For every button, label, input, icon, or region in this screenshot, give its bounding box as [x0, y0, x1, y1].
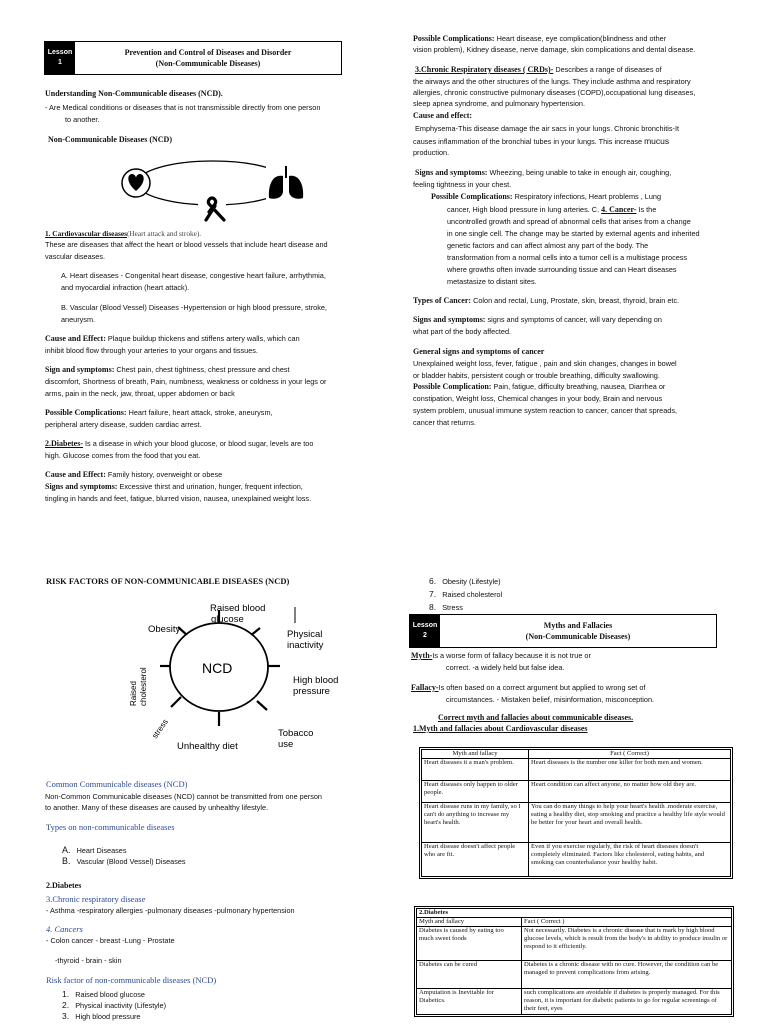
gen-comp-label: Possible Complication: [413, 382, 492, 391]
crd-sign-line2: feeling tightness in your chest. [413, 180, 512, 189]
crd-sign-line1 [415, 168, 671, 178]
table2-head-fact: Fact ( Correct ) [522, 918, 732, 927]
risk-glucose-line1: Raised blood [210, 603, 266, 614]
list-item-7 [429, 589, 502, 600]
lesson-1-title [75, 42, 341, 74]
gen-comp-text: Pain, fatigue, difficulty breathing, nausea, Diarrhea or [491, 382, 666, 391]
cardio-myth-title: 1.Myth and fallacies about Cardiovascular diseases [413, 724, 588, 733]
cancer-ribbon-icon [198, 198, 226, 222]
table-header-row [422, 750, 731, 759]
cardio-desc1: These are diseases that affect the heart or blood vessels that include heart disease and [45, 240, 328, 249]
comp-text: Heart failure, heart attack, stroke, aneurysm, [126, 408, 273, 417]
risk-item-3-text: High blood pressure [75, 1012, 141, 1021]
list-item-8-text: Stress [442, 603, 463, 612]
table-cell-fact: You can do many things to help your heart's health .moderate exercise, eating a healthy diet, stop smoking and practice a healthy life style would be better for your heart and overall health. [529, 803, 731, 843]
table-cell-myth: Diabetes is caused by eating too much sweet foods [417, 927, 522, 961]
lesson-title-line1: Prevention and Control of Diseases and Disorder [124, 48, 292, 57]
correct-myth-title: Correct myth and fallacies about communicable diseases. [438, 713, 634, 722]
gen-comp-line2: constipation, Weight loss, Chemical changes in your body, Brain and nervous [413, 394, 663, 403]
diabetes-title: 2.Diabetes- [45, 439, 83, 448]
cardio-sign-line2: discomfort, Shortness of breath, Pain, numbness, weakness or coldness in your legs or [45, 377, 327, 386]
risk-cholesterol-line2: cholesterol [139, 667, 148, 706]
gen-comp-line3: system problem, unusual immune system reaction to cancer, cancer that spreads, [413, 406, 678, 415]
risk-physical-line1: Physical [287, 629, 323, 640]
diabetes-cause-text: Family history, overweight or obese [105, 470, 223, 479]
ss-text: signs and symptoms of cancer, will vary depending on [485, 315, 662, 324]
myth-label: Myth- [411, 651, 433, 660]
crd-line3: allergies, chronic constructive pulmonary diseases (COPD),occupational lung diseases, [413, 88, 696, 97]
cardio-a1: A. Heart diseases - Congenital heart disease, congestive heart failure, arrhythmia, [61, 271, 326, 280]
table-cell-fact: Diabetes is a chronic disease with no cure. However, the condition can be managed to prevent complications from arising. [522, 961, 732, 989]
cardio-comp-line1 [45, 408, 273, 418]
table-cell-fact: Heart diseases is the number one killer for both men and women. [529, 759, 731, 781]
diabetes-cause-label: Cause and Effect: [45, 470, 106, 479]
lesson2-tag-label: Lesson [412, 622, 438, 629]
fallacy-line2: circumstances. - Mistaken belief, misinformation, misconception. [446, 695, 655, 704]
lungs-icon [266, 166, 306, 202]
diabetes-line2: high. Glucose comes from the food that you eat. [45, 451, 201, 460]
cardio-cause-line2: inhibit blood flow through your arteries to your organs and tissues. [45, 346, 258, 355]
risk-bp-line2: pressure [293, 686, 330, 697]
risk-item-1-text: Raised blood glucose [75, 990, 145, 999]
myth-line1 [411, 651, 591, 661]
ncd-heading: Non-Communicable Diseases (NCD) [48, 135, 172, 144]
table-cell-fact: Even if you exercise regularly, the risk of heart diseases doesn't completely eliminated. Factors like cholesterol, eating habits, and smoking can counterbalance your healthy habit. [529, 843, 731, 877]
list-item-7-num: 7. [429, 589, 437, 599]
crd-text: Describes a range of diseases of [553, 65, 662, 74]
cancer-line7: metastasize to distant sites. [447, 277, 537, 286]
diabetes-sign-line1 [45, 482, 303, 492]
list-item-6-num: 6. [429, 576, 437, 586]
type-b-text: Vascular (Blood Vessel) Diseases [76, 857, 186, 866]
lesson2-title-line2: (Non-Communicable Diseases) [525, 632, 631, 641]
types-label: Types of Cancer: [413, 296, 472, 305]
type-a-text: Heart Diseases [76, 846, 127, 855]
table-cell-fact: Not necessarily. Diabetes is a chronic disease that is mark by high blood glucose levels, which is result from the body's in ability to produce insulin or respond to it efficiently. [522, 927, 732, 961]
fallacy-text: Is often based on a correct argument but applied to wrong set of [438, 683, 646, 692]
fallacy-line1 [411, 683, 645, 693]
ss-line1 [413, 315, 662, 325]
lesson-tag-label: Lesson [47, 49, 73, 56]
table-header-row [417, 918, 732, 927]
cancer-title: 4. Cancer- [601, 205, 637, 214]
table-row [422, 781, 731, 803]
risk-cholesterol-line1: Raised [129, 681, 138, 706]
cardio-myth-table [421, 749, 731, 877]
lesson-title-line2: (Non-Communicable Diseases) [155, 59, 261, 68]
cardio-sign-line1 [45, 365, 290, 375]
general-line1: Unexplained weight loss, fever, fatigue , pain and skin changes, changes in bowel [413, 359, 677, 368]
bl-risk-title: Risk factor of non-communicable diseases (NCD) [46, 975, 217, 985]
cardio-title: 1. Cardiovascular diseases [45, 229, 127, 238]
type-a-item [62, 845, 127, 856]
myth-line2: correct. -a widely held but false idea. [446, 663, 565, 672]
types-ncd-title: Types on non-communicable diseases [46, 822, 175, 832]
crd-sign-label: Signs and symptoms: [415, 168, 488, 177]
sign-text: Chest pain, chest tightness, chest pressure and chest [114, 365, 290, 374]
cancer-text: Is the [636, 205, 657, 214]
risk-item-2-num: 2. [62, 1000, 70, 1010]
understanding-title: Understanding Non-Communicable diseases (NCD). [45, 89, 223, 98]
common-diseases-title: Common Communicable diseases (NCD) [46, 779, 188, 789]
ncd-center-label: NCD [202, 660, 233, 676]
list-item-7-text: Raised cholesterol [442, 590, 503, 599]
risk-bp-line1: High blood [293, 675, 339, 686]
table-head-fact: Fact ( Correct) [529, 750, 731, 759]
type-b-marker: B. [62, 856, 71, 866]
diabetes-myth-table [416, 908, 732, 1015]
table-cell-fact: such complications are avoidable if diabetes is properly managed. For this reason, it is important for diabetic patients to go for regular screenings of their feet, eyes [522, 989, 732, 1015]
table-head-myth: Myth and fallacy [422, 750, 529, 759]
understanding-line2: to another. [65, 115, 100, 124]
risk-factor-diagram [120, 596, 370, 761]
crd-cause-mucus: mucus [644, 136, 670, 146]
risk-stress: stress [150, 717, 170, 741]
crd-cause-label: Cause and effect: [413, 111, 473, 120]
bl-cancer-list2: -thyroid - brain - skin [55, 956, 122, 965]
list-item-8-num: 8. [429, 602, 437, 612]
table-title-row [417, 909, 732, 918]
type-a-marker: A. [62, 845, 71, 855]
diabetes-sign-line2: tingling in hands and feet, fatigue, blurred vision, nausea, unexplained weight loss. [45, 494, 312, 503]
lesson-1-header [44, 41, 342, 75]
bl-diabetes: 2.Diabetes [46, 881, 82, 890]
general-signs-title: General signs and symptoms of cancer [413, 347, 545, 356]
crd-cause-line2 [413, 136, 669, 147]
ss-label: Signs and symptoms: [413, 315, 486, 324]
lesson-1-tag [45, 42, 75, 74]
table-row [422, 803, 731, 843]
risk-item-2 [62, 1000, 166, 1011]
bl-crd: 3.Chronic respiratory disease [46, 894, 146, 904]
cancer-line4: genetic factors and can affect almost any part of the body. The [447, 241, 649, 250]
risk-item-3-num: 3. [62, 1011, 70, 1021]
cause-text: Plaque buildup thickens and stiffens artery walls, which can [105, 334, 300, 343]
cardio-paren: (Heart attack and stroke). [126, 229, 202, 238]
crd-comp-line1 [431, 192, 661, 202]
fallacy-label: Fallacy- [411, 683, 439, 692]
common-line1: Non-Common Communicable diseases (NCD) cannot be transmitted from one person [45, 792, 322, 801]
type-b-item [62, 856, 186, 867]
cardio-a2: and myocardial infraction (heart attack). [61, 283, 190, 292]
lesson-number: 1 [58, 59, 62, 66]
ncd-organ-diagram [118, 146, 308, 226]
cancer-line6: where growths often invade surrounding tissue and can Heart diseases [447, 265, 677, 274]
risk-item-2-text: Physical inactivity (Lifestyle) [75, 1001, 167, 1010]
comp-label: Possible Complications: [45, 408, 127, 417]
table-cell-myth: Heart diseases it a man's problem. [422, 759, 529, 781]
table-cell-fact: Heart condition can affect anyone, no matter how old they are. [529, 781, 731, 803]
crd-sign-text: Wheezing, being unable to take in enough air, coughing, [487, 168, 672, 177]
cardio-myth-table-wrap [419, 747, 733, 879]
table2-title: 2.Diabetes [417, 909, 732, 918]
cancer-line3: in one single cell. The change may be started by external agents and inherited [447, 229, 700, 238]
diabetes-sign-text: Excessive thirst and urination, hunger, frequent infection, [117, 482, 303, 491]
lesson-2-header [409, 614, 717, 648]
risk-item-1-num: 1. [62, 989, 70, 999]
crd-cause-text: causes inflammation of the bronchial tubes in your lungs. This increase [413, 137, 645, 146]
table-cell-myth: Heart diseases only happen to older people. [422, 781, 529, 803]
table-cell-myth: Amputation is Inevitable for Diabetics. [417, 989, 522, 1015]
diabetes-cause [45, 470, 222, 480]
crd-line2: the airways and the other structures of the lungs. They include asthma and respiratory [413, 77, 691, 86]
table-row [417, 989, 732, 1015]
types-line [413, 296, 679, 306]
crd-cause-line3: production. [413, 148, 450, 157]
cancer-line2: uncontrolled growth and spread of abnormal cells that arises from a change [447, 217, 691, 226]
gen-comp-line4: cancer that returns. [413, 418, 476, 427]
myth-text: Is a worse form of fallacy because it is not true or [432, 651, 591, 660]
list-item-6 [429, 576, 501, 587]
diabetes-myth-table-wrap [414, 906, 734, 1017]
cardio-b1: B. Vascular (Blood Vessel) Diseases -Hypertension or high blood pressure, stroke, [61, 303, 327, 312]
pc-label: Possible Complications: [413, 34, 495, 43]
general-line2: or bladder habits, persistent cough or trouble breathing, difficulty swallowing. [413, 371, 660, 380]
diabetes-text: Is a disease in which your blood glucose, or blood sugar, levels are too [83, 439, 314, 448]
risk-glucose-line2: glucose [211, 614, 244, 625]
table-row [417, 961, 732, 989]
table2-head-myth: Myth and fallacy [417, 918, 522, 927]
crd-comp-line2 [447, 205, 656, 215]
cardio-title-line [45, 229, 201, 239]
pc-line2: vision problem), Kidney disease, nerve damage, skin complications and dental disease. [413, 45, 696, 54]
risk-item-3 [62, 1011, 141, 1022]
crd-line4: sleep apnea syndrome, and pulmonary hypertension. [413, 99, 585, 108]
pc-line1 [413, 34, 666, 44]
crd-comp-text: Respiratory infections, Heart problems , Lung [512, 192, 662, 201]
cardio-desc2: vascular diseases. [45, 252, 106, 261]
risk-item-1 [62, 989, 145, 1000]
risk-diet: Unhealthy diet [177, 741, 238, 752]
cardio-cause-line1 [45, 334, 300, 344]
ss-line2: what part of the body affected. [413, 327, 512, 336]
list-item-8 [429, 602, 463, 613]
cause-label: Cause and Effect: [45, 334, 106, 343]
bl-cancer-list1: - Colon cancer - breast -Lung - Prostate [46, 936, 175, 945]
bl-cancers: 4. Cancers [46, 924, 83, 934]
table-cell-myth: Heart disease runs in my family, so I can't do anything to increase my heart's health. [422, 803, 529, 843]
table-cell-myth: Diabetes can be cured [417, 961, 522, 989]
cardio-b2: aneurysm. [61, 315, 96, 324]
lesson2-number: 2 [423, 632, 427, 639]
understanding-line1: - Are Medical conditions or diseases that is not transmissible directly from one person [45, 103, 321, 112]
diabetes-line1 [45, 439, 313, 449]
table-cell-myth: Heart disease doesn't affect people who are fit. [422, 843, 529, 877]
risk-factors-title: RISK FACTORS OF NON-COMMUNICABLE DISEASES (NCD) [46, 576, 290, 586]
table-row [417, 927, 732, 961]
lesson2-title-line1: Myths and Fallacies [543, 621, 613, 630]
crd-comp-label: Possible Complications: [431, 192, 513, 201]
types-text: Colon and rectal, Lung, Prostate, skin, breast, thyroid, brain etc. [471, 296, 680, 305]
pc-text: Heart disease, eye complication(blindness and other [494, 34, 667, 43]
risk-obesity: Obesity [148, 624, 181, 635]
cardio-comp-line2: peripheral artery disease, sudden cardiac arrest. [45, 420, 202, 429]
table-row [422, 843, 731, 877]
crd-title: 3.Chronic Respiratory diseases ( CRDs)- [415, 65, 554, 74]
risk-tobacco-line1: Tobacco [278, 728, 314, 739]
risk-physical-line2: inactivity [287, 640, 324, 651]
heart-icon [122, 169, 150, 197]
crd-comp-text2: cancer, High blood pressure in lung arteries. C. [447, 205, 602, 214]
sign-label: Sign and symptoms: [45, 365, 115, 374]
gen-comp-line1 [413, 382, 665, 392]
table-row [422, 759, 731, 781]
cancer-line5: transformation from a normal cells into a tumor cell is a multistage process [447, 253, 688, 262]
cardio-sign-line3: arms, pain in the neck, jaw, throat, upper abdomen or back [45, 389, 235, 398]
crd-line1 [415, 65, 662, 75]
crd-cause-line1: Emphysema-This disease damage the air sacs in your lungs. Chronic bronchitis-It [415, 124, 680, 133]
list-item-6-text: Obesity (Lifestyle) [442, 577, 501, 586]
common-line2: to another. Many of these diseases are caused by unhealthy lifestyle. [45, 803, 269, 812]
diabetes-sign-label: Signs and symptoms: [45, 482, 118, 491]
lesson-2-tag [410, 615, 440, 647]
risk-tobacco-line2: use [278, 739, 294, 750]
lesson-2-title [440, 615, 716, 647]
bl-crd-list: - Asthma -respiratory allergies -pulmonary diseases -pulmonary hypertension [46, 906, 295, 915]
